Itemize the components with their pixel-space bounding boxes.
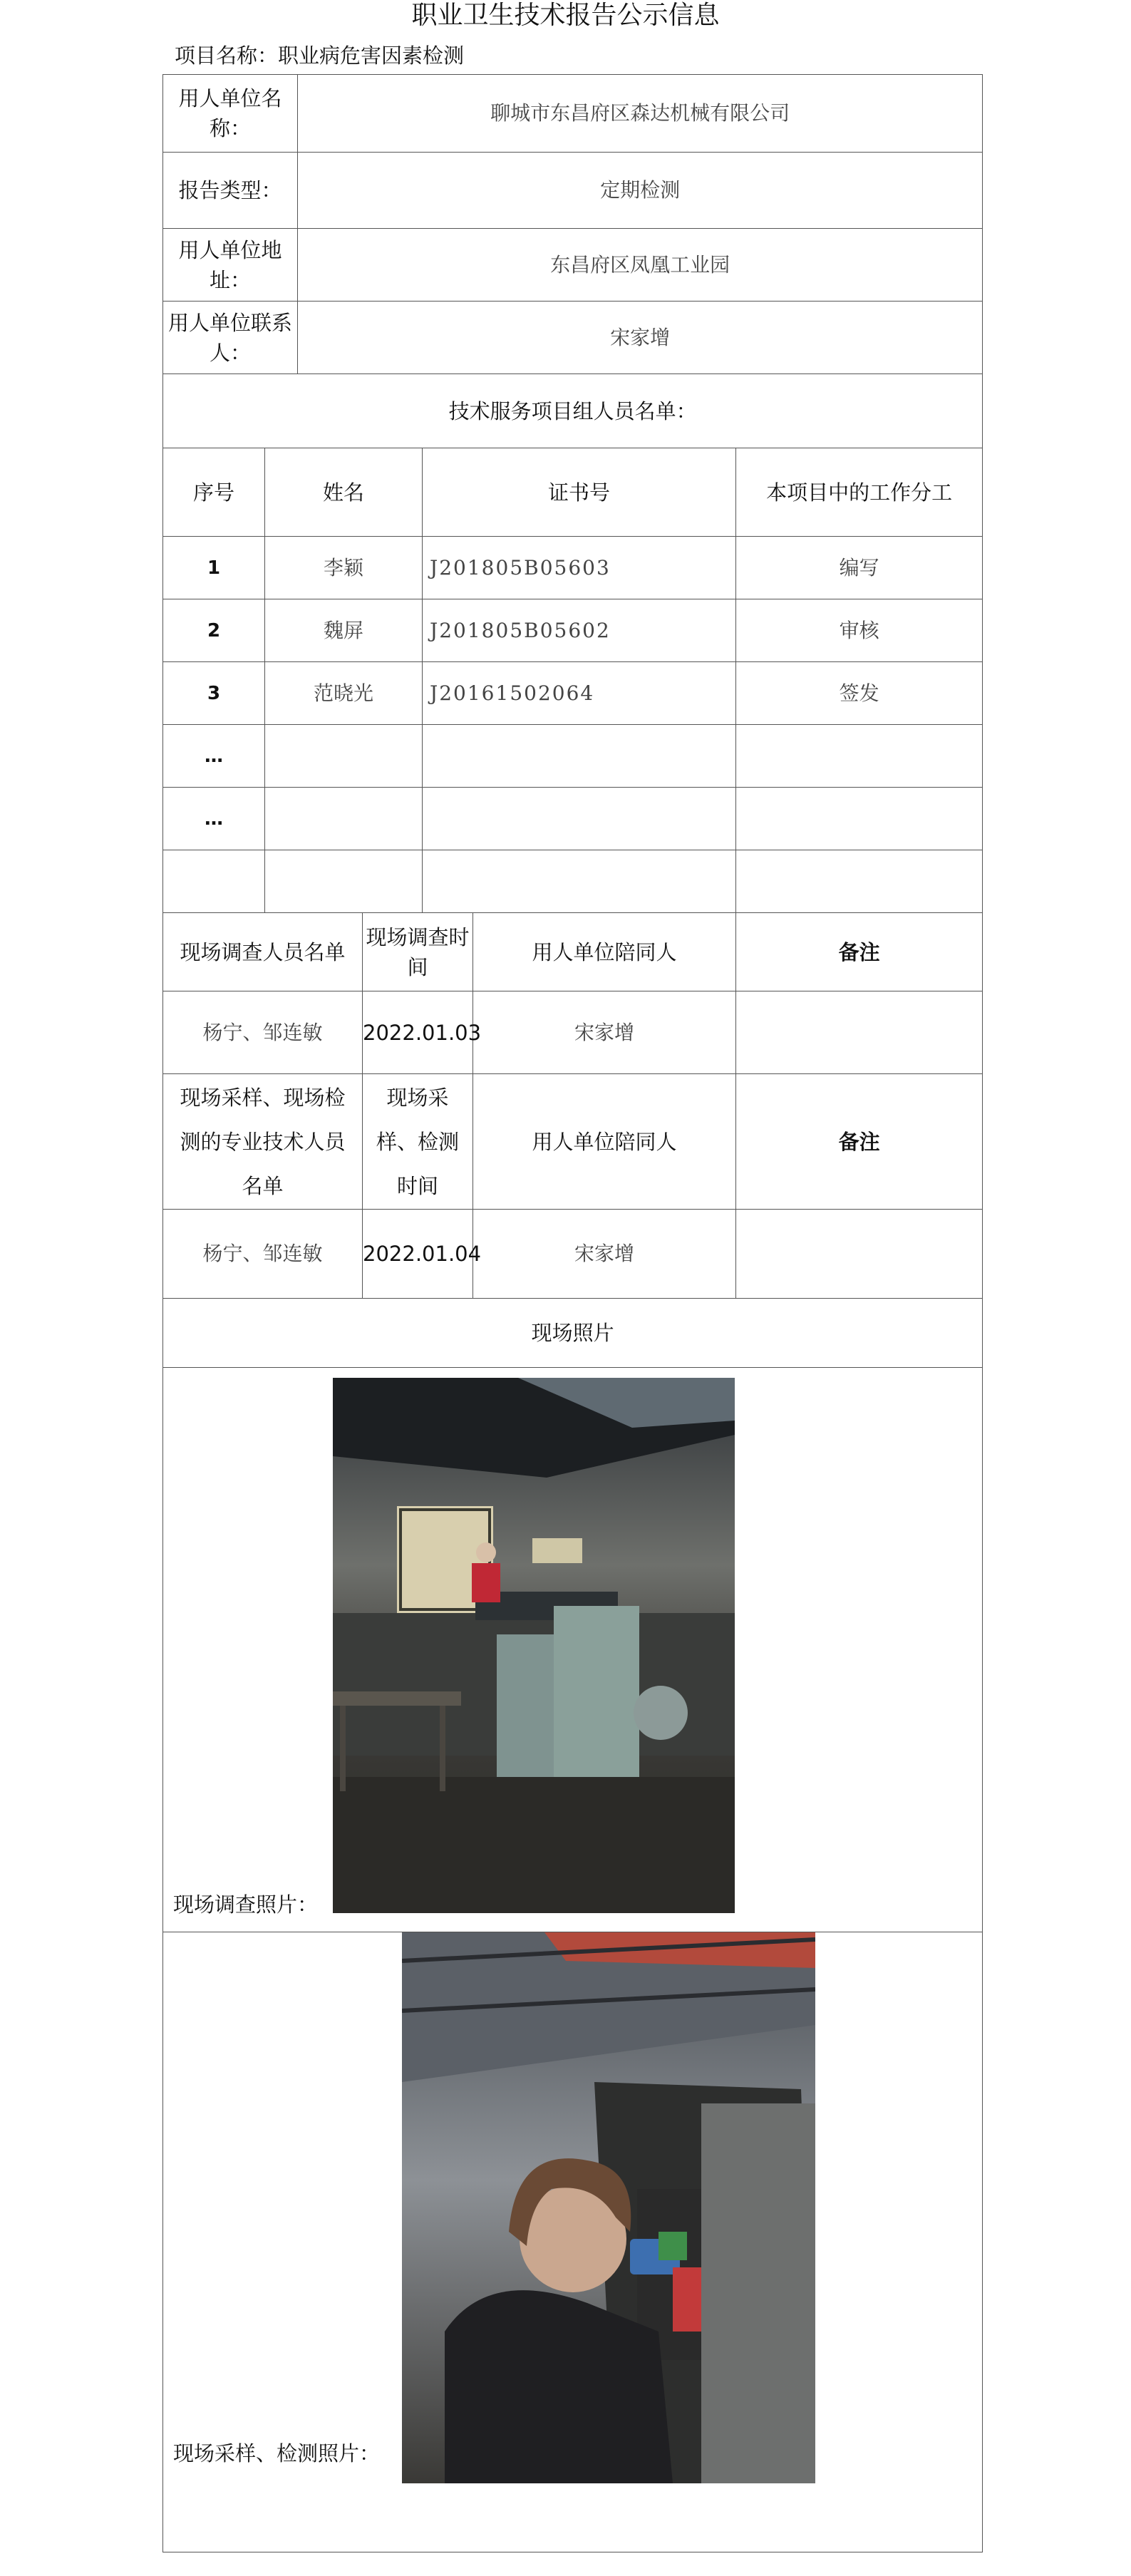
col-header-cert: 证书号 — [423, 448, 736, 537]
sampling-date: 2022.01.04 — [363, 1210, 473, 1299]
employer-name-label: 用人单位名称： — [163, 75, 298, 153]
employer-contact-label: 用人单位联系人： — [163, 302, 298, 374]
sampling-row — [163, 1210, 983, 1299]
row-no: 3 — [163, 662, 265, 725]
row-name: 李颖 — [265, 537, 423, 599]
row-name — [265, 788, 423, 850]
survey-photo-label: 现场调查照片： — [173, 1892, 319, 1917]
survey-photo-row — [163, 1368, 983, 1932]
employer-address-value: 东昌府区凤凰工业园 — [298, 229, 983, 302]
row-no: … — [163, 725, 265, 788]
report-type-label: 报告类型： — [163, 153, 298, 229]
col-header-name: 姓名 — [265, 448, 423, 537]
sampling-header-names: 现场采样、现场检测的专业技术人员名单 — [163, 1074, 363, 1210]
survey-photo — [333, 1378, 735, 1913]
row-no — [163, 850, 265, 913]
report-type-value: 定期检测 — [298, 153, 983, 229]
col-header-role: 本项目中的工作分工 — [736, 448, 983, 537]
row-cert: J20161502064 — [423, 662, 736, 725]
team-header-row — [163, 448, 983, 537]
row-role: 审核 — [736, 599, 983, 662]
table-row — [163, 537, 983, 599]
survey-header-names: 现场调查人员名单 — [163, 913, 363, 991]
row-name — [265, 850, 423, 913]
sampling-header-note: 备注 — [736, 1074, 983, 1210]
page-title: 职业卫生技术报告公示信息 — [411, 1, 720, 30]
survey-note — [736, 991, 983, 1074]
row-no: … — [163, 788, 265, 850]
col-header-no: 序号 — [163, 448, 265, 537]
sampling-header-row — [163, 1074, 983, 1210]
survey-photo-cell — [163, 1368, 983, 1932]
employer-address-label: 用人单位地址： — [163, 229, 298, 302]
report-type-row — [163, 153, 983, 229]
team-heading: 技术服务项目组人员名单： — [163, 374, 983, 448]
photo-heading-row — [163, 1299, 983, 1368]
sampling-photo-cell — [163, 1932, 983, 2552]
row-cert — [423, 850, 736, 913]
row-name — [265, 725, 423, 788]
project-line — [175, 41, 464, 70]
project-label: 项目名称： — [175, 43, 279, 68]
sampling-photo — [402, 1932, 815, 2483]
survey-header-note: 备注 — [736, 913, 983, 991]
survey-header-escort: 用人单位陪同人 — [473, 913, 736, 991]
survey-header-row — [163, 913, 983, 991]
table-row — [163, 599, 983, 662]
row-cert: J201805B05603 — [423, 537, 736, 599]
employer-name-row — [163, 75, 983, 153]
employer-address-row — [163, 229, 983, 302]
sampling-header-escort: 用人单位陪同人 — [473, 1074, 736, 1210]
row-cert: J201805B05602 — [423, 599, 736, 662]
sampling-names: 杨宁、邹连敏 — [163, 1210, 363, 1299]
employer-contact-value: 宋家增 — [298, 302, 983, 374]
table-row — [163, 725, 983, 788]
row-role — [736, 788, 983, 850]
row-role: 编写 — [736, 537, 983, 599]
sampling-note — [736, 1210, 983, 1299]
row-no: 1 — [163, 537, 265, 599]
row-name: 魏屏 — [265, 599, 423, 662]
project-name: 职业病危害因素检测 — [278, 43, 465, 68]
sampling-escort: 宋家增 — [473, 1210, 736, 1299]
team-heading-row — [163, 374, 983, 448]
employer-name-value: 聊城市东昌府区森达机械有限公司 — [298, 75, 983, 153]
survey-names: 杨宁、邹连敏 — [163, 991, 363, 1074]
employer-contact-row — [163, 302, 983, 374]
row-role — [736, 850, 983, 913]
survey-date: 2022.01.03 — [363, 991, 473, 1074]
sampling-photo-label: 现场采样、检测照片： — [173, 2441, 381, 2466]
row-cert — [423, 725, 736, 788]
table-row — [163, 662, 983, 725]
row-cert — [423, 788, 736, 850]
report-table — [162, 74, 983, 2552]
table-row — [163, 788, 983, 850]
row-role — [736, 725, 983, 788]
survey-row — [163, 991, 983, 1074]
row-name: 范晓光 — [265, 662, 423, 725]
table-row — [163, 850, 983, 913]
row-no: 2 — [163, 599, 265, 662]
survey-header-date: 现场调查时间 — [363, 913, 473, 991]
row-role: 签发 — [736, 662, 983, 725]
photo-heading: 现场照片 — [163, 1299, 983, 1368]
survey-escort: 宋家增 — [473, 991, 736, 1074]
sampling-header-date: 现场采样、检测时间 — [363, 1074, 473, 1210]
sampling-photo-row — [163, 1932, 983, 2552]
